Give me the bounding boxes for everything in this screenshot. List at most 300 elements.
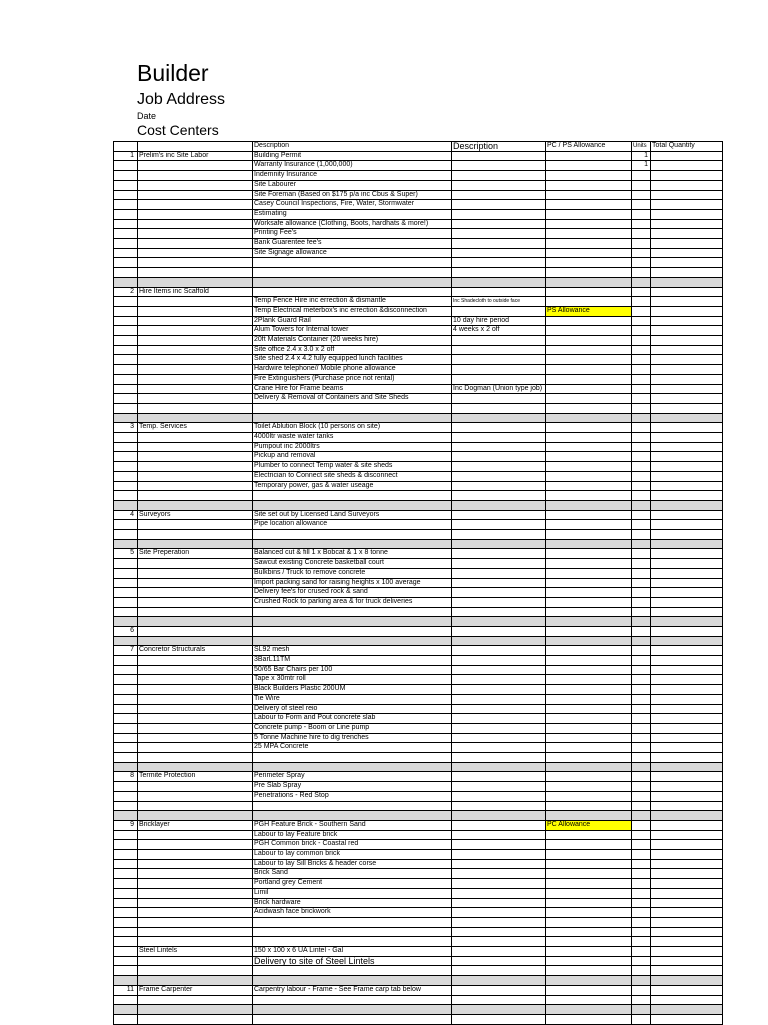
cell-total-quantity[interactable]: [651, 937, 723, 947]
cell-description-2[interactable]: [452, 714, 546, 724]
cell-number[interactable]: [114, 976, 138, 986]
cell-total-quantity[interactable]: [651, 995, 723, 1005]
cell-total-quantity[interactable]: [651, 820, 723, 830]
cell-number[interactable]: [114, 704, 138, 714]
cell-cost-center[interactable]: [138, 316, 253, 326]
cell-units[interactable]: [632, 918, 651, 928]
cell-description-2[interactable]: [452, 355, 546, 365]
cell-description-2[interactable]: [452, 626, 546, 636]
cell-units[interactable]: [632, 956, 651, 966]
cell-allowance[interactable]: [546, 219, 632, 229]
cell-allowance[interactable]: [546, 811, 632, 821]
cell-total-quantity[interactable]: [651, 510, 723, 520]
cell-description-2[interactable]: [452, 171, 546, 181]
cell-number[interactable]: [114, 530, 138, 540]
cell-number[interactable]: [114, 898, 138, 908]
cell-description[interactable]: Bulkbins / Truck to remove concrete: [253, 568, 452, 578]
cell-units[interactable]: [632, 636, 651, 646]
cell-description[interactable]: [253, 995, 452, 1005]
cell-description[interactable]: Portland grey Cement: [253, 879, 452, 889]
cell-units[interactable]: [632, 423, 651, 433]
cell-units[interactable]: [632, 704, 651, 714]
cell-description[interactable]: 4000ltr waste water tanks: [253, 433, 452, 443]
cell-cost-center[interactable]: [138, 840, 253, 850]
cell-description[interactable]: [253, 1005, 452, 1015]
cell-units[interactable]: [632, 384, 651, 394]
cell-description-2[interactable]: [452, 694, 546, 704]
cell-allowance[interactable]: [546, 500, 632, 510]
cell-total-quantity[interactable]: [651, 200, 723, 210]
cell-allowance[interactable]: [546, 588, 632, 598]
cell-description-2[interactable]: Inc Dogman (Union type job): [452, 384, 546, 394]
cell-total-quantity[interactable]: [651, 840, 723, 850]
cell-description[interactable]: 3BarL11TM: [253, 656, 452, 666]
cell-description-2[interactable]: [452, 782, 546, 792]
cell-total-quantity[interactable]: [651, 161, 723, 171]
cell-cost-center[interactable]: Steel Lintels: [138, 947, 253, 957]
cell-allowance[interactable]: [546, 772, 632, 782]
cell-cost-center[interactable]: Surveyors: [138, 510, 253, 520]
cell-total-quantity[interactable]: [651, 403, 723, 413]
cell-units[interactable]: [632, 869, 651, 879]
cell-description-2[interactable]: [452, 510, 546, 520]
cell-units[interactable]: [632, 306, 651, 316]
cell-units[interactable]: [632, 248, 651, 258]
cell-cost-center[interactable]: [138, 268, 253, 278]
cell-description[interactable]: Tape x 30mtr roll: [253, 675, 452, 685]
cell-total-quantity[interactable]: [651, 355, 723, 365]
cell-total-quantity[interactable]: [651, 180, 723, 190]
cell-number[interactable]: [114, 665, 138, 675]
cell-number[interactable]: [114, 937, 138, 947]
cell-total-quantity[interactable]: [651, 724, 723, 734]
cell-description-2[interactable]: [452, 559, 546, 569]
cell-cost-center[interactable]: [138, 442, 253, 452]
cell-total-quantity[interactable]: [651, 345, 723, 355]
cell-description[interactable]: Casey Council Inspections, Fire, Water, Stormwater: [253, 200, 452, 210]
cell-description[interactable]: [253, 762, 452, 772]
cell-description-2[interactable]: [452, 239, 546, 249]
cell-allowance[interactable]: [546, 326, 632, 336]
cell-description-2[interactable]: [452, 947, 546, 957]
cell-allowance[interactable]: [546, 394, 632, 404]
cell-description-2[interactable]: [452, 830, 546, 840]
cell-allowance[interactable]: [546, 908, 632, 918]
cell-units[interactable]: [632, 549, 651, 559]
cell-number[interactable]: 11: [114, 985, 138, 995]
cell-cost-center[interactable]: [138, 724, 253, 734]
cell-number[interactable]: [114, 791, 138, 801]
cell-description-2[interactable]: [452, 549, 546, 559]
cell-cost-center[interactable]: Frame Carpenter: [138, 985, 253, 995]
cell-units[interactable]: [632, 277, 651, 287]
cell-cost-center[interactable]: [138, 365, 253, 375]
cell-units[interactable]: [632, 559, 651, 569]
cell-number[interactable]: 9: [114, 820, 138, 830]
cell-description-2[interactable]: [452, 180, 546, 190]
cell-allowance[interactable]: [546, 675, 632, 685]
cell-description[interactable]: [253, 500, 452, 510]
cell-allowance[interactable]: [546, 607, 632, 617]
cell-cost-center[interactable]: [138, 685, 253, 695]
cell-description-2[interactable]: [452, 588, 546, 598]
cell-units[interactable]: [632, 345, 651, 355]
cell-total-quantity[interactable]: [651, 413, 723, 423]
cell-number[interactable]: [114, 481, 138, 491]
cell-units[interactable]: [632, 908, 651, 918]
cell-allowance[interactable]: [546, 423, 632, 433]
cell-number[interactable]: [114, 714, 138, 724]
cell-total-quantity[interactable]: [651, 530, 723, 540]
cell-description-2[interactable]: [452, 268, 546, 278]
cell-allowance[interactable]: [546, 626, 632, 636]
cell-number[interactable]: [114, 190, 138, 200]
cell-units[interactable]: [632, 365, 651, 375]
cell-units[interactable]: [632, 403, 651, 413]
cell-description-2[interactable]: [452, 762, 546, 772]
cell-units[interactable]: [632, 772, 651, 782]
cell-allowance[interactable]: [546, 665, 632, 675]
cell-description-2[interactable]: [452, 229, 546, 239]
cell-cost-center[interactable]: [138, 413, 253, 423]
cell-description[interactable]: 20ft Materials Container (20 weeks hire): [253, 336, 452, 346]
cell-description[interactable]: Brick Sand: [253, 869, 452, 879]
cell-number[interactable]: [114, 229, 138, 239]
cell-units[interactable]: [632, 1005, 651, 1015]
cell-allowance[interactable]: [546, 229, 632, 239]
cell-allowance[interactable]: [546, 384, 632, 394]
cell-number[interactable]: [114, 268, 138, 278]
cell-allowance[interactable]: [546, 1014, 632, 1024]
cell-number[interactable]: [114, 694, 138, 704]
cell-description-2[interactable]: [452, 597, 546, 607]
cell-cost-center[interactable]: [138, 209, 253, 219]
cell-description-2[interactable]: [452, 394, 546, 404]
cell-description-2[interactable]: 10 day hire period: [452, 316, 546, 326]
cell-cost-center[interactable]: [138, 937, 253, 947]
cell-description[interactable]: [253, 918, 452, 928]
cell-number[interactable]: [114, 597, 138, 607]
cell-total-quantity[interactable]: [651, 1005, 723, 1015]
cell-total-quantity[interactable]: [651, 714, 723, 724]
cell-total-quantity[interactable]: [651, 549, 723, 559]
cell-allowance[interactable]: [546, 995, 632, 1005]
cell-total-quantity[interactable]: [651, 791, 723, 801]
cell-cost-center[interactable]: Termite Protection: [138, 772, 253, 782]
cell-description[interactable]: Penetrations - Red Stop: [253, 791, 452, 801]
cell-allowance[interactable]: [546, 850, 632, 860]
cell-units[interactable]: [632, 326, 651, 336]
cell-number[interactable]: [114, 830, 138, 840]
cell-total-quantity[interactable]: [651, 927, 723, 937]
cell-description[interactable]: Alum Towers for Internal tower: [253, 326, 452, 336]
cell-total-quantity[interactable]: [651, 772, 723, 782]
cell-total-quantity[interactable]: [651, 374, 723, 384]
cell-units[interactable]: [632, 733, 651, 743]
cell-number[interactable]: [114, 636, 138, 646]
cell-description[interactable]: [253, 530, 452, 540]
cell-units[interactable]: [632, 413, 651, 423]
cell-cost-center[interactable]: [138, 665, 253, 675]
cell-cost-center[interactable]: [138, 433, 253, 443]
cell-number[interactable]: 2: [114, 287, 138, 297]
cell-total-quantity[interactable]: [651, 588, 723, 598]
cell-number[interactable]: [114, 801, 138, 811]
cell-cost-center[interactable]: [138, 791, 253, 801]
cell-description[interactable]: Hardwire telephone// Mobile phone allowance: [253, 365, 452, 375]
cell-description[interactable]: Site Labourer: [253, 180, 452, 190]
cell-allowance[interactable]: [546, 549, 632, 559]
cell-total-quantity[interactable]: [651, 597, 723, 607]
cell-cost-center[interactable]: [138, 219, 253, 229]
cell-description-2[interactable]: [452, 937, 546, 947]
cell-cost-center[interactable]: [138, 626, 253, 636]
cell-description[interactable]: Brick hardware: [253, 898, 452, 908]
cell-allowance[interactable]: [546, 733, 632, 743]
cell-total-quantity[interactable]: [651, 850, 723, 860]
cell-cost-center[interactable]: [138, 743, 253, 753]
cell-allowance[interactable]: [546, 937, 632, 947]
cell-cost-center[interactable]: Temp. Services: [138, 423, 253, 433]
cell-number[interactable]: 4: [114, 510, 138, 520]
cell-description-2[interactable]: [452, 607, 546, 617]
cell-number[interactable]: [114, 559, 138, 569]
cell-description-2[interactable]: [452, 491, 546, 501]
cell-allowance[interactable]: [546, 481, 632, 491]
cell-description-2[interactable]: [452, 568, 546, 578]
cell-description[interactable]: Delivery & Removal of Containers and Site Sheds: [253, 394, 452, 404]
cell-number[interactable]: [114, 1005, 138, 1015]
cell-allowance[interactable]: [546, 597, 632, 607]
cell-description[interactable]: Site Signage allowance: [253, 248, 452, 258]
cell-cost-center[interactable]: [138, 811, 253, 821]
cell-description-2[interactable]: [452, 151, 546, 161]
cell-total-quantity[interactable]: [651, 859, 723, 869]
cell-units[interactable]: [632, 452, 651, 462]
cell-units[interactable]: [632, 268, 651, 278]
cell-description-2[interactable]: [452, 733, 546, 743]
cell-units[interactable]: [632, 258, 651, 268]
cell-description-2[interactable]: [452, 500, 546, 510]
cell-cost-center[interactable]: Concretor Structurals: [138, 646, 253, 656]
cell-description-2[interactable]: [452, 859, 546, 869]
cell-description-2[interactable]: [452, 888, 546, 898]
cell-allowance[interactable]: [546, 171, 632, 181]
cell-description-2[interactable]: [452, 365, 546, 375]
cell-description[interactable]: Site office 2.4 x 3.0 x 2 off: [253, 345, 452, 355]
cell-description-2[interactable]: [452, 374, 546, 384]
cell-description-2[interactable]: [452, 530, 546, 540]
cell-cost-center[interactable]: Prelim's inc Site Labor: [138, 151, 253, 161]
cell-allowance[interactable]: [546, 268, 632, 278]
cell-units[interactable]: [632, 1014, 651, 1024]
cell-description-2[interactable]: [452, 772, 546, 782]
cell-description[interactable]: [253, 413, 452, 423]
cell-units[interactable]: [632, 180, 651, 190]
cell-total-quantity[interactable]: [651, 365, 723, 375]
cell-allowance[interactable]: [546, 646, 632, 656]
cell-description[interactable]: Temp Electrical meterbox's inc errection &disconnection: [253, 306, 452, 316]
cell-description[interactable]: Tie Wire: [253, 694, 452, 704]
cell-cost-center[interactable]: [138, 345, 253, 355]
cell-total-quantity[interactable]: [651, 268, 723, 278]
cell-description[interactable]: [253, 258, 452, 268]
cell-units[interactable]: [632, 568, 651, 578]
cell-description-2[interactable]: [452, 840, 546, 850]
cell-cost-center[interactable]: [138, 462, 253, 472]
cell-units[interactable]: [632, 607, 651, 617]
cell-total-quantity[interactable]: [651, 452, 723, 462]
cell-total-quantity[interactable]: [651, 384, 723, 394]
cell-units[interactable]: [632, 830, 651, 840]
cell-number[interactable]: [114, 956, 138, 966]
cell-cost-center[interactable]: [138, 850, 253, 860]
cell-units[interactable]: [632, 209, 651, 219]
cell-number[interactable]: [114, 995, 138, 1005]
cell-description[interactable]: [253, 491, 452, 501]
cell-units[interactable]: [632, 656, 651, 666]
cell-units[interactable]: [632, 879, 651, 889]
cell-allowance[interactable]: [546, 724, 632, 734]
cell-allowance[interactable]: [546, 345, 632, 355]
cell-description[interactable]: Electrician to Connect site sheds & disconnect: [253, 471, 452, 481]
cell-allowance[interactable]: [546, 636, 632, 646]
cell-number[interactable]: 5: [114, 549, 138, 559]
cell-description[interactable]: Bank Guarentee fee's: [253, 239, 452, 249]
cell-total-quantity[interactable]: [651, 685, 723, 695]
cell-units[interactable]: [632, 646, 651, 656]
cell-description[interactable]: Sawcut existing Concrete basketball court: [253, 559, 452, 569]
cell-description[interactable]: Site shed 2.4 x 4.2 fully equipped lunch facilities: [253, 355, 452, 365]
cell-description-2[interactable]: [452, 743, 546, 753]
cell-cost-center[interactable]: [138, 888, 253, 898]
cell-cost-center[interactable]: [138, 927, 253, 937]
cell-cost-center[interactable]: [138, 753, 253, 763]
cell-number[interactable]: [114, 724, 138, 734]
cell-description[interactable]: [253, 607, 452, 617]
cell-total-quantity[interactable]: [651, 985, 723, 995]
cell-number[interactable]: [114, 336, 138, 346]
cell-description-2[interactable]: [452, 879, 546, 889]
cell-description[interactable]: [253, 976, 452, 986]
cell-units[interactable]: [632, 617, 651, 627]
cell-number[interactable]: [114, 762, 138, 772]
cell-units[interactable]: [632, 927, 651, 937]
cell-total-quantity[interactable]: [651, 481, 723, 491]
cell-allowance[interactable]: [546, 190, 632, 200]
cell-allowance[interactable]: [546, 471, 632, 481]
cell-number[interactable]: [114, 239, 138, 249]
cell-description[interactable]: [253, 287, 452, 297]
cell-description-2[interactable]: [452, 753, 546, 763]
cell-description-2[interactable]: [452, 345, 546, 355]
cell-cost-center[interactable]: [138, 326, 253, 336]
cell-description[interactable]: 150 x 100 x 6 UA Lintel - Gal: [253, 947, 452, 957]
cell-cost-center[interactable]: [138, 355, 253, 365]
cell-description[interactable]: Estimating: [253, 209, 452, 219]
cell-description[interactable]: Crushed Rock to parking area & for truck deliveries: [253, 597, 452, 607]
cell-number[interactable]: [114, 918, 138, 928]
cell-description-2[interactable]: [452, 927, 546, 937]
cell-number[interactable]: [114, 617, 138, 627]
cell-description-2[interactable]: [452, 976, 546, 986]
cell-allowance[interactable]: [546, 966, 632, 976]
cell-cost-center[interactable]: [138, 597, 253, 607]
cell-description-2[interactable]: [452, 636, 546, 646]
cell-number[interactable]: [114, 879, 138, 889]
cell-total-quantity[interactable]: [651, 248, 723, 258]
cell-total-quantity[interactable]: [651, 229, 723, 239]
cell-description[interactable]: Building Permit: [253, 151, 452, 161]
cell-total-quantity[interactable]: [651, 879, 723, 889]
cell-total-quantity[interactable]: [651, 694, 723, 704]
cell-description-2[interactable]: [452, 403, 546, 413]
cell-description[interactable]: Pre Slab Spray: [253, 782, 452, 792]
cell-total-quantity[interactable]: [651, 743, 723, 753]
cell-description-2[interactable]: [452, 578, 546, 588]
cell-description[interactable]: Acidwash face brickwork: [253, 908, 452, 918]
cell-description-2[interactable]: [452, 287, 546, 297]
cell-cost-center[interactable]: [138, 859, 253, 869]
cell-number[interactable]: [114, 452, 138, 462]
cell-description[interactable]: Carpentry labour - Frame - See Frame carp tab below: [253, 985, 452, 995]
cell-total-quantity[interactable]: [651, 491, 723, 501]
cell-total-quantity[interactable]: [651, 568, 723, 578]
cell-units[interactable]: [632, 355, 651, 365]
cell-description-2[interactable]: [452, 539, 546, 549]
cell-total-quantity[interactable]: [651, 617, 723, 627]
cell-description-2[interactable]: [452, 898, 546, 908]
cell-allowance[interactable]: [546, 617, 632, 627]
cell-number[interactable]: [114, 908, 138, 918]
cell-units[interactable]: 1: [632, 161, 651, 171]
cell-description-2[interactable]: [452, 258, 546, 268]
cell-description[interactable]: Pumpout inc 2000ltrs: [253, 442, 452, 452]
cell-number[interactable]: 8: [114, 772, 138, 782]
cell-allowance[interactable]: [546, 714, 632, 724]
cell-number[interactable]: [114, 491, 138, 501]
cell-number[interactable]: [114, 365, 138, 375]
cell-cost-center[interactable]: [138, 248, 253, 258]
cell-cost-center[interactable]: [138, 694, 253, 704]
cell-description[interactable]: [253, 626, 452, 636]
cell-description[interactable]: Temporary power, gas & water useage: [253, 481, 452, 491]
cell-description[interactable]: Balanced cut & fill 1 x Bobcat & 1 x 8 tonne: [253, 549, 452, 559]
cell-description[interactable]: [253, 966, 452, 976]
cell-units[interactable]: [632, 190, 651, 200]
cell-description[interactable]: Labour to lay Sill Bricks & header corse: [253, 859, 452, 869]
cell-total-quantity[interactable]: [651, 520, 723, 530]
cell-description[interactable]: Perimeter Spray: [253, 772, 452, 782]
cell-units[interactable]: [632, 724, 651, 734]
cell-allowance[interactable]: [546, 433, 632, 443]
cell-allowance[interactable]: [546, 258, 632, 268]
cell-number[interactable]: 6: [114, 626, 138, 636]
cell-allowance[interactable]: [546, 239, 632, 249]
cell-description-2[interactable]: [452, 869, 546, 879]
cell-allowance[interactable]: [546, 694, 632, 704]
cell-description[interactable]: [253, 617, 452, 627]
cell-cost-center[interactable]: [138, 966, 253, 976]
cell-description-2[interactable]: Inc Shadecloth to outside face: [452, 297, 546, 307]
cell-description-2[interactable]: [452, 190, 546, 200]
cell-allowance[interactable]: [546, 520, 632, 530]
cell-description[interactable]: Site set out by Licensed Land Surveyors: [253, 510, 452, 520]
cell-allowance[interactable]: [546, 336, 632, 346]
cell-cost-center[interactable]: Bricklayer: [138, 820, 253, 830]
cell-description-2[interactable]: [452, 336, 546, 346]
cell-units[interactable]: [632, 442, 651, 452]
